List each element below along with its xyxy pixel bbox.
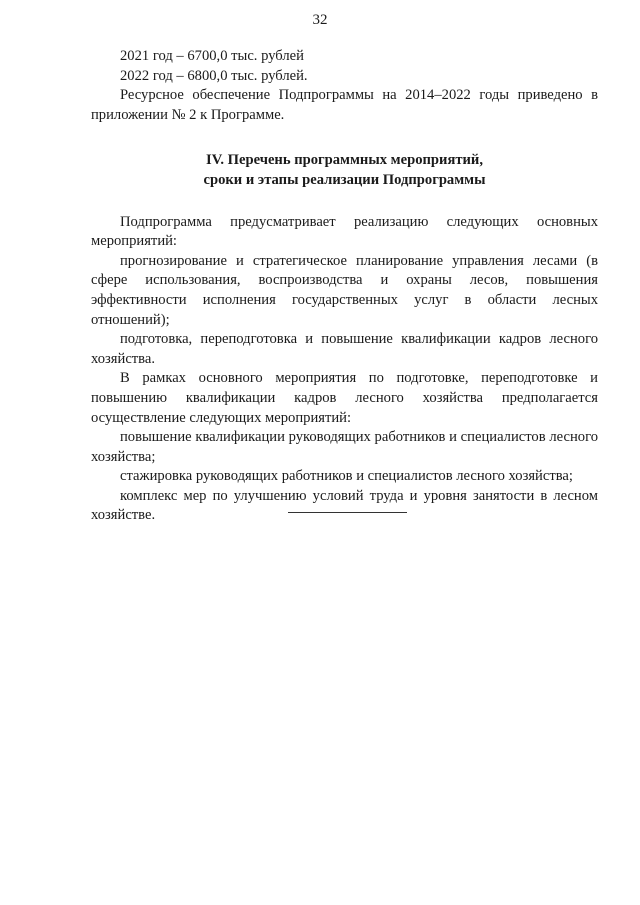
paragraph-training-framework: В рамках основного мероприятия по подготовке, переподготовке и повышению квалификации кадров лесного хозяйства предполагается осуществление следующих мероприятий:	[91, 370, 598, 426]
funding-line-2022: 2022 год – 6800,0 тыс. рублей.	[120, 67, 308, 84]
funding-line-2021: 2021 год – 6700,0 тыс. рублей	[120, 48, 304, 64]
section-heading	[91, 151, 598, 190]
section-heading-line-2: сроки и этапы реализации Подпрограммы	[203, 171, 486, 188]
closing-divider	[288, 512, 407, 513]
page-number: 32	[312, 12, 328, 28]
paragraph-training: подготовка, переподготовка и повышение квалификации кадров лесного хозяйства.	[91, 331, 598, 367]
paragraph-forecasting: прогнозирование и стратегическое планирование управления лесами (в сфере использования, воспроизводства и охраны лесов, повышения эффективности исполнения государственных услуг в области лесных отношений);	[91, 252, 598, 328]
paragraph-qualification: повышение квалификации руководящих работников и специалистов лесного хозяйства;	[91, 429, 598, 465]
resource-paragraph: Ресурсное обеспечение Подпрограммы на 2014–2022 годы приведено в приложении № 2 к Программе.	[91, 87, 598, 123]
document-body	[91, 47, 598, 526]
section-heading-line-1: IV. Перечень программных мероприятий,	[206, 152, 483, 169]
paragraph-main-activities: Подпрограмма предусматривает реализацию следующих основных мероприятий:	[91, 213, 598, 250]
paragraph-working-conditions: комплекс мер по улучшению условий труда и уровня занятости в лесном хозяйстве.	[91, 487, 598, 524]
paragraph-internship: стажировка руководящих работников и специалистов лесного хозяйства;	[120, 468, 573, 485]
